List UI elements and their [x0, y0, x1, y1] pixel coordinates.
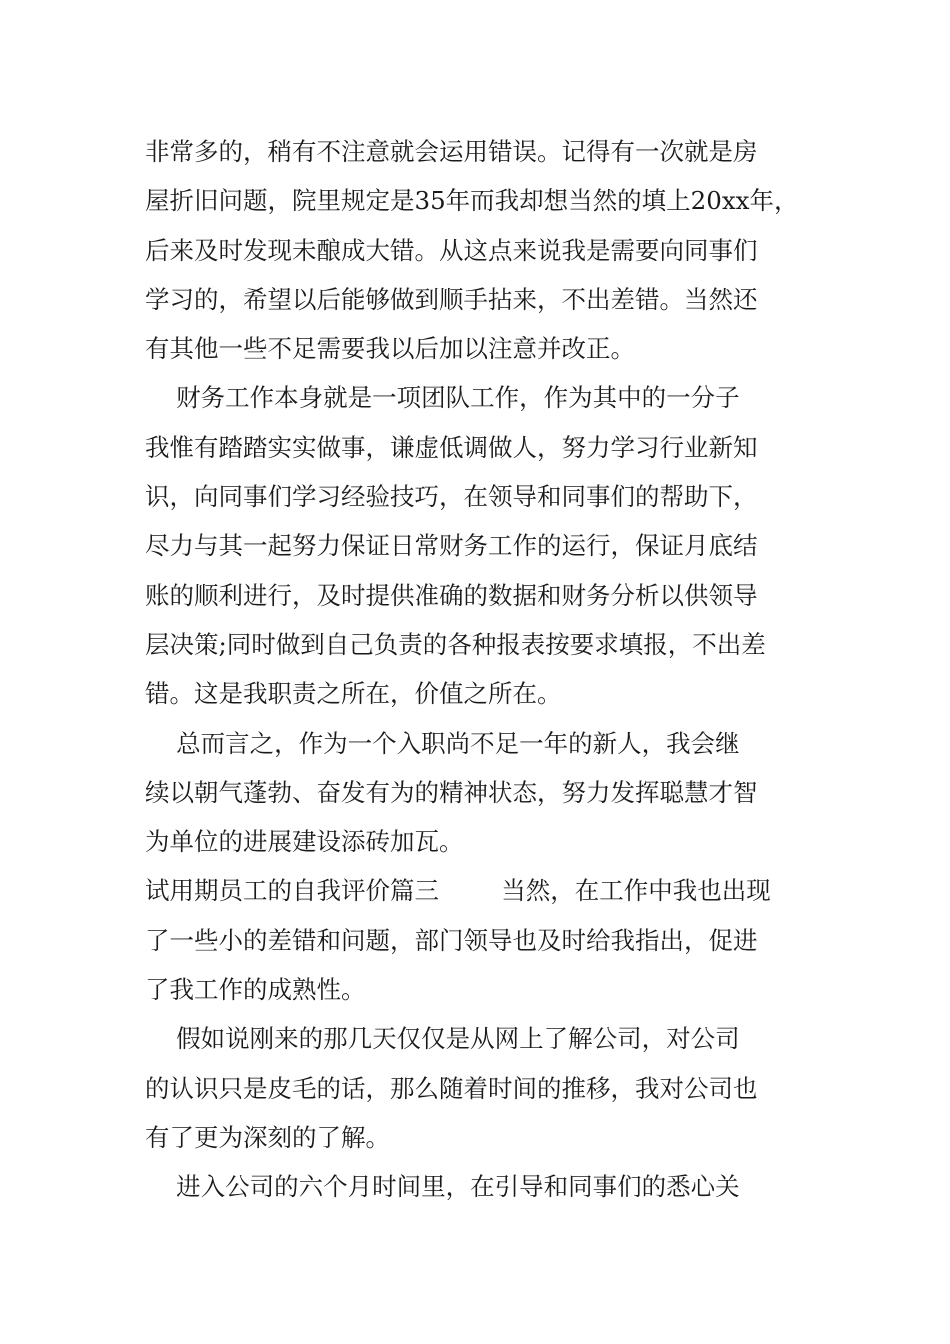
- text-line: 我惟有踏踏实实做事，谦虚低调做人，努力学习行业新知: [145, 432, 758, 462]
- text-line: 续以朝气蓬勃、奋发有为的精神状态，努力发挥聪慧才智: [145, 777, 758, 807]
- text-line: 层决策;同时做到自己负责的各种报表按要求填报，不出差: [145, 629, 766, 659]
- text-line: 错。这是我职责之所在，价值之所在。: [145, 679, 562, 709]
- text-line: 的认识只是皮毛的话，那么随着时间的推移，我对公司也: [145, 1073, 758, 1103]
- text-line: 账的顺利进行，及时提供准确的数据和财务分析以供领导: [145, 580, 758, 610]
- text-line: 有其他一些不足需要我以后加以注意并改正。: [145, 334, 635, 364]
- text-line: 后来及时发现未酿成大错。从这点来说我是需要向同事们: [145, 235, 758, 265]
- text-line: 非常多的，稍有不注意就会运用错误。记得有一次就是房: [145, 137, 758, 166]
- text-line: 了我工作的成熟性。: [145, 975, 366, 1005]
- text-line: 假如说刚来的那几天仅仅是从网上了解公司，对公司: [145, 1024, 740, 1054]
- text-line: 屋折旧问题，院里规定是35年而我却想当然的填上20xx年，: [145, 186, 799, 216]
- text-line: 为单位的进展建设添砖加瓦。: [145, 827, 464, 857]
- text-line: 识，向同事们学习经验技巧，在领导和同事们的帮助下，: [145, 482, 758, 512]
- document-body: [145, 127, 810, 1212]
- text-line: 总而言之，作为一个入职尚不足一年的新人，我会继: [145, 728, 740, 758]
- text-line: 尽力与其一起努力保证日常财务工作的运行，保证月底结: [145, 531, 758, 561]
- text-line: 了一些小的差错和问题，部门领导也及时给我指出，促进: [145, 925, 758, 955]
- text-line: 财务工作本身就是一项团队工作，作为其中的一分子: [145, 383, 740, 413]
- text-line: 有了更为深刻的了解。: [145, 1122, 390, 1152]
- section-heading-line: 试用期员工的自我评价篇三 当然，在工作中我也出现: [145, 876, 771, 906]
- text-line: 学习的，希望以后能够做到顺手拈来，不出差错。当然还: [145, 284, 758, 314]
- text-line: 进入公司的六个月时间里，在引导和同事们的悉心关: [145, 1172, 740, 1202]
